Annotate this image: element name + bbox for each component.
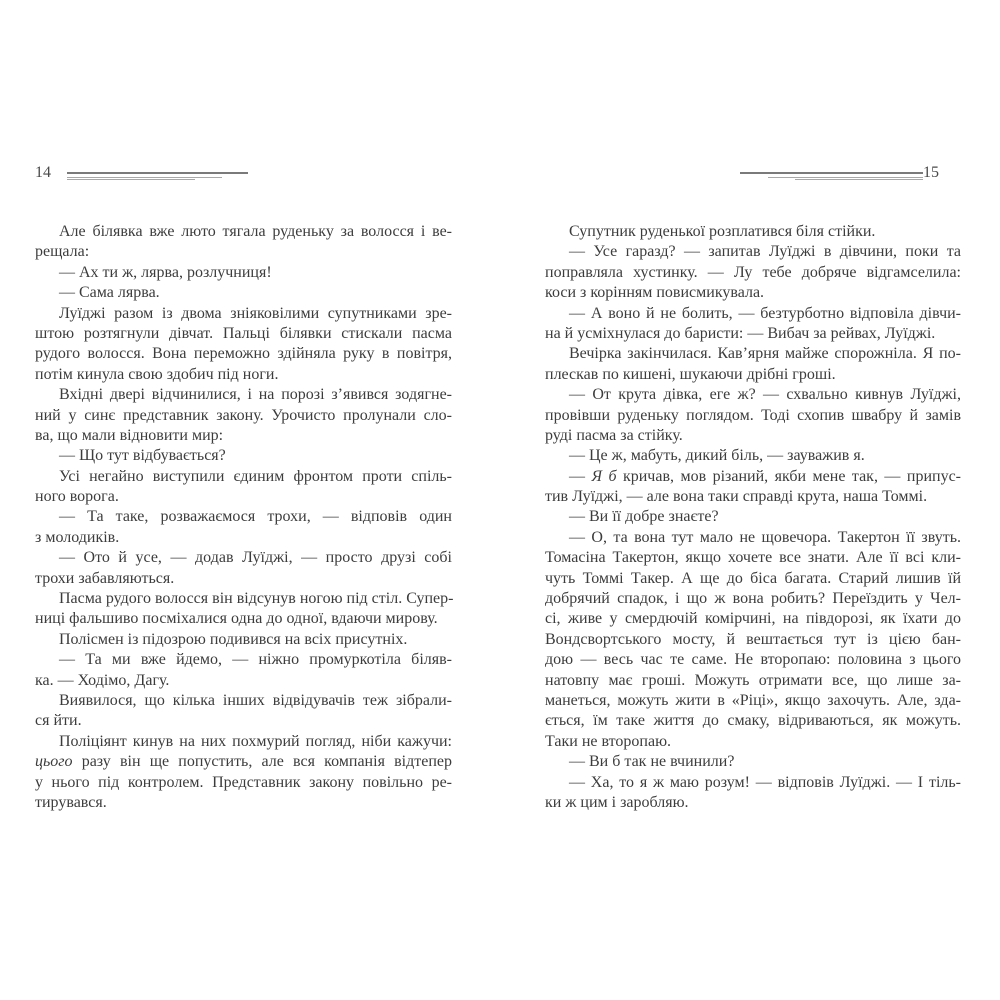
- text-line: добрячий спадок, і що ж вона робить? Переїздить у Чел-: [545, 590, 961, 608]
- text-line: — Ха, то я ж маю розум! — відповів Луїджі. — І тіль-: [569, 773, 961, 791]
- text-line: Але білявка вже люто тягала руденьку за волосся і ве-: [59, 223, 452, 240]
- text-line: Вондсвортського мосту, й вештається тут із цією бан-: [545, 630, 961, 648]
- text-line: дою — весь час те саме. Не второпаю: половина з цього: [545, 651, 961, 669]
- header-rule-thin: [67, 177, 222, 178]
- text-line: ного ворога.: [35, 488, 119, 506]
- header-rule-thick: [67, 172, 248, 174]
- text-line: ний у синє представник закону. Урочисто пролунали сло-: [35, 406, 452, 424]
- text-line: — Усе гаразд? — запитав Луїджі в дівчини, поки та: [569, 243, 961, 261]
- text-line: з молодиків.: [35, 528, 120, 546]
- dash: —: [569, 467, 592, 485]
- text-line: — Сама лярва.: [59, 284, 160, 302]
- text-line: — Це ж, мабуть, дикий біль, — зауважив я.: [569, 447, 865, 465]
- text-line: ва, що мали відновити мир:: [35, 426, 224, 444]
- line-rest: кричав, мов різаний, якби мене так, — припус-: [616, 467, 962, 485]
- text-line: Вечірка закінчилася. Кав’ярня майже спорожніла. Я по-: [569, 345, 961, 363]
- text-line: [545, 467, 961, 487]
- text-line: Полісмен із підозрою подивився на всіх присутніх.: [59, 630, 408, 648]
- text-line: потім кинула свою здобич під ноги.: [35, 365, 279, 383]
- text-line: Луїджі разом із двома зніяковілими супутниками зре-: [59, 304, 452, 322]
- text-line: ся йти.: [35, 712, 82, 730]
- text-line: ки ж цим і заробляю.: [545, 793, 689, 811]
- text-line: на й усміхнулася до баристи: — Вибач за рейвах, Луїджі.: [545, 324, 936, 342]
- text-line: коси з корінням повисмикувала.: [545, 284, 765, 302]
- header-rule-thin: [795, 179, 923, 180]
- text-line: Усі негайно виступили єдиним фронтом проти спіль-: [59, 467, 452, 485]
- body-text-left: [35, 222, 452, 813]
- text-line: провівши руденьку поглядом. Тоді схопив швабру й замів: [545, 406, 961, 424]
- body-text-right: [545, 222, 961, 813]
- text-line: — Та ми вже йдемо, — ніжно промуркотіла біляв-: [59, 651, 452, 669]
- text-line: ється, їм таке життя до смаку, відриваються, як можуть.: [545, 712, 961, 730]
- text-line: Супутник руденької розплатився біля стійки.: [569, 223, 876, 240]
- italic-emphasis: цього: [35, 753, 73, 771]
- text-line: натовпу має гроші. Можуть отримати все, що лише за-: [545, 671, 961, 689]
- line-rest: разу він ще попустить, але вся компанія відтепер: [72, 753, 452, 771]
- text-line: Томасіна Такертон, якщо хочете все знати. Але її всі кли-: [545, 549, 961, 567]
- page-number-right: 15: [923, 164, 939, 181]
- text-line: тив Луїджі, — але вона таки справді крута, наша Томмі.: [545, 488, 928, 506]
- text-line: тирувався.: [35, 793, 107, 811]
- page-number-left: 14: [35, 164, 51, 181]
- text-line: — Та таке, розважаємося трохи, — відповів один: [59, 508, 452, 526]
- text-line: — О, та вона тут мало не щовечора. Такертон її звуть.: [569, 528, 961, 546]
- text-line: — А воно й не болить, — безтурботно відповіла дівчи-: [569, 304, 961, 322]
- text-line: ниці фальшиво посміхалися одна до одної, вдаючи мирову.: [35, 610, 438, 628]
- text-line: штою розтягнули дівчат. Пальці білявки стискали пасма: [35, 324, 452, 342]
- text-line: — Ви б так не вчинили?: [569, 753, 735, 771]
- text-line: трохи забавляються.: [35, 569, 175, 587]
- text-line: чуть Томмі Такер. А ще до біса багата. Старий лишив їй: [545, 569, 961, 587]
- text-line: [35, 752, 452, 772]
- text-line: Пасма рудого волосся він відсунув ногою під стіл. Супер-: [59, 590, 454, 608]
- text-line: — Ви її добре знаєте?: [569, 508, 719, 526]
- text-line: у нього під контролем. Представник закону повільно ре-: [35, 773, 452, 791]
- text-line: — Що тут відбувається?: [59, 447, 226, 465]
- header-rule-thin: [768, 177, 923, 178]
- text-line: — Ах ти ж, лярва, розлучниця!: [59, 263, 272, 281]
- text-line: — От крута дівка, еге ж? — схвально кивнув Луїджі,: [569, 386, 961, 404]
- italic-emphasis: Я б: [591, 467, 617, 485]
- text-line: ка. — Ходімо, Дагу.: [35, 671, 170, 689]
- header-rule-thin: [67, 179, 195, 180]
- text-line: Поліціянт кинув на них похмурий погляд, ніби кажучи:: [59, 732, 452, 750]
- header-rule-thick: [740, 172, 923, 174]
- text-line: — Ото й усе, — додав Луїджі, — просто друзі собі: [59, 549, 452, 567]
- text-line: плескав по кишені, шукаючи дрібні гроші.: [545, 365, 836, 383]
- right-page: [500, 0, 1000, 1000]
- text-line: Таки не второпаю.: [545, 732, 672, 750]
- text-line: Вхідні двері відчинилися, і на порозі з’явився зодягне-: [59, 386, 452, 404]
- text-line: рещала:: [35, 243, 90, 261]
- text-line: поправляла хустинку. — Лу тебе добряче відгамселила:: [545, 263, 961, 281]
- text-line: Виявилося, що кілька інших відвідувачів теж зібрали-: [59, 691, 452, 709]
- text-line: сі, живе у смердючій комірчині, на півдорозі, як їхати до: [545, 610, 961, 628]
- text-line: рудого волосся. Вона переможно здійняла руку в повітря,: [35, 345, 452, 363]
- text-line: манеться, можуть жити в «Ріці», якщо захочуть. Але, зда-: [545, 691, 961, 709]
- text-line: руді пасма за стійку.: [545, 426, 683, 444]
